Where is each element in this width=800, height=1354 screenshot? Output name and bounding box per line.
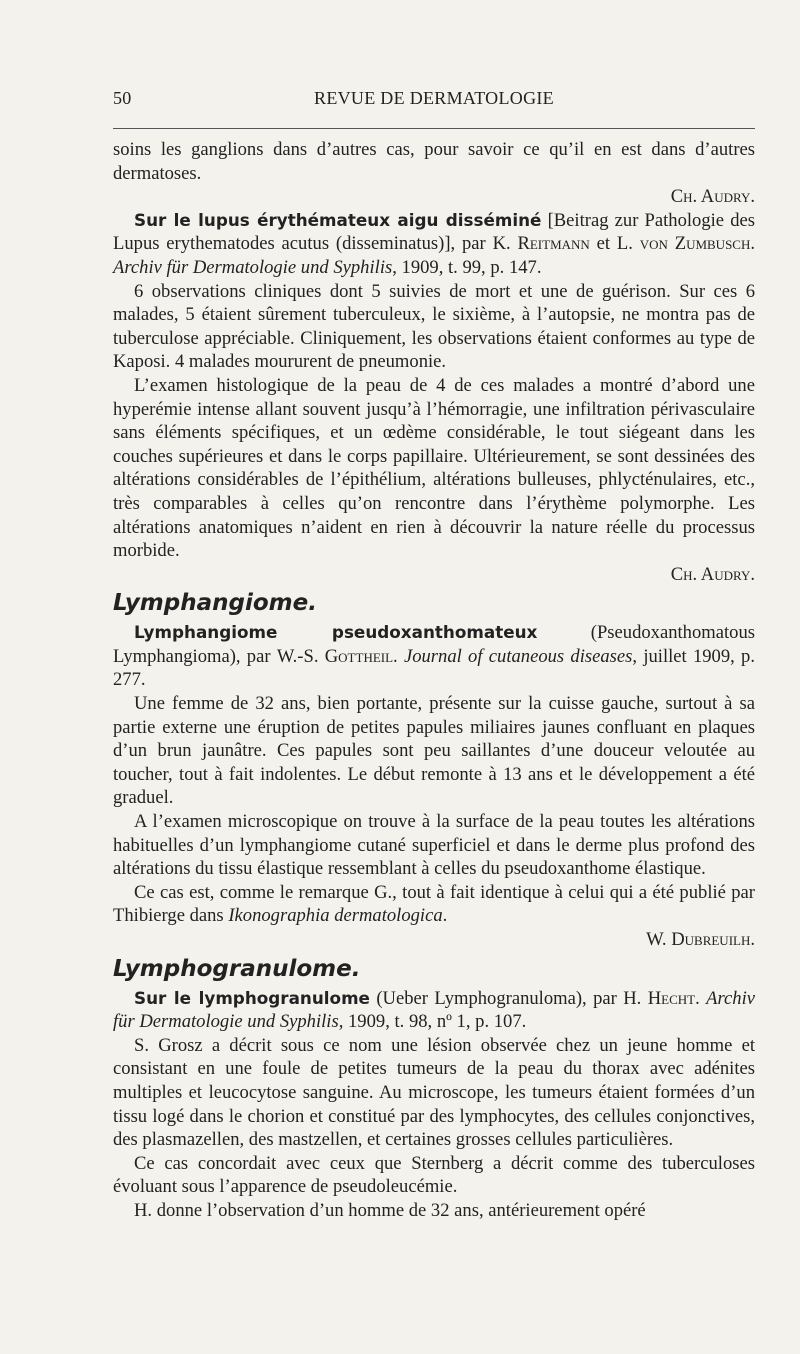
paragraph: H. donne l’observation d’un homme de 32 ans, antérieurement opéré	[134, 1199, 646, 1221]
running-title: REVUE DE DERMATOLOGIE	[314, 88, 554, 108]
article-title: Lymphangiome pseudoxanthomateux	[134, 622, 538, 643]
author: W.-S. Gottheil	[276, 645, 394, 667]
paragraph: 6 observations cliniques dont 5 suivies de mort et une de guérison. Sur ces 6 malades, 5 étaient sûrement tuberculeux, le sixième, à l’autopsie, ne montra pas de tuberculose appréciable. Cliniquement, les observations étaient conformes au type de Kaposi. 4 malades moururent de pneumonie.	[113, 280, 755, 373]
author: L. von Zumbusch	[616, 233, 751, 255]
paragraph: Ce cas concordait avec ceux que Sternberg a décrit comme des tuberculoses évoluant sous l’apparence de pseudoleucémie.	[113, 1152, 755, 1198]
article-reference: Lymphangiome pseudoxanthomateux (Pseudoxanthomatous Lymphangioma), par W.-S. Gottheil. Journal of cutaneous diseases, juillet 1909, p. 277.	[113, 622, 755, 691]
journal-title: Journal of cutaneous diseases	[403, 645, 633, 667]
signature: Ch. Audry.	[670, 563, 755, 585]
section-heading: Lymphangiome.	[113, 590, 317, 617]
paragraph: A l’examen microscopique on trouve à la surface de la peau toutes les altérations habituelles d’un lymphangiome cutané superficiel et dans le derme plus profond des altérations du tissu élastique ressemblant à celles du pseudoxanthome élastique.	[113, 811, 755, 880]
paragraph: S. Grosz a décrit sous ce nom une lésion observée chez un jeune homme et consistant en une foule de petites tumeurs de la peau du thorax avec adénites multiples et leucocytose sanguine. Au microscope, les tumeurs étaient formées d’un tissu logé dans le chorion et constitué par des lymphocytes, des cellules conjonctives, des plasmazellen, des mastzellen, et certaines grosses cellules particulières.	[113, 1034, 755, 1151]
paragraph: L’examen histologique de la peau de 4 de ces malades a montré d’abord une hyperémie intense allant souvent jusqu’à l’hémorragie, une infiltration périvasculaire sans éléments spécifiques, et un œdème considérable, le tout siégeant dans les couches supérieures et dans le corps papillaire. Ultérieurement, se sont dessinées des altérations considérables de l’épithélium, altérations bulleuses, phlycténulaires, etc., très comparables à celles qu’on rencontre dans l’érythème polymorphe. Les altérations anatomiques n’aident en rien à découvrir la nature réelle du processus morbide.	[113, 374, 755, 562]
journal-title: Archiv für Dermatologie und Syphilis	[113, 256, 393, 278]
section-heading: Lymphogranulome.	[113, 955, 361, 982]
paragraph: soins les ganglions dans d’autres cas, pour savoir ce qu’il en est dans d’autres dermatoses.	[113, 139, 755, 184]
signature: Ch. Audry.	[670, 186, 755, 208]
page-number: 50	[113, 88, 132, 108]
journal-title: Archiv für Dermatologie und Syphilis	[113, 987, 755, 1033]
article-reference: Sur le lymphogranulome (Ueber Lymphogranuloma), par H. Hecht. Archiv für Dermatologie und Syphilis, 1909, t. 98, nº 1, p. 107.	[113, 987, 755, 1033]
author: K. Reitmann	[492, 233, 590, 255]
paragraph: Une femme de 32 ans, bien portante, présente sur la cuisse gauche, surtout à sa partie externe une éruption de petites papules miliaires jaunes confluant en plaques d’un brun jaunâtre. Ces papules sont peu saillantes d’une douceur veloutée au toucher, tout à fait indolentes. Le début remonte à 13 ans et le développement a été graduel.	[113, 693, 755, 809]
author: H. Hecht	[623, 987, 696, 1009]
body-text	[113, 138, 755, 1223]
page-header	[113, 88, 755, 116]
header-rule	[113, 128, 755, 129]
article-reference: Sur le lupus érythémateux aigu disséminé [Beitrag zur Pathologie des Lupus erythematodes acutus (disseminatus)], par K. Reitmann et L. von Zumbusch. Archiv für Dermatologie und Syphilis, 1909, t. 99, p. 147.	[113, 209, 756, 278]
paragraph: Ce cas est, comme le remarque G., tout à fait identique à celui qui a été publié par Thibierge dans Ikonographia dermatologica.	[113, 881, 755, 927]
signature: W. Dubreuilh.	[646, 929, 755, 950]
article-title: Sur le lupus érythémateux aigu disséminé	[134, 209, 542, 230]
article-title: Sur le lymphogranulome	[134, 987, 370, 1008]
